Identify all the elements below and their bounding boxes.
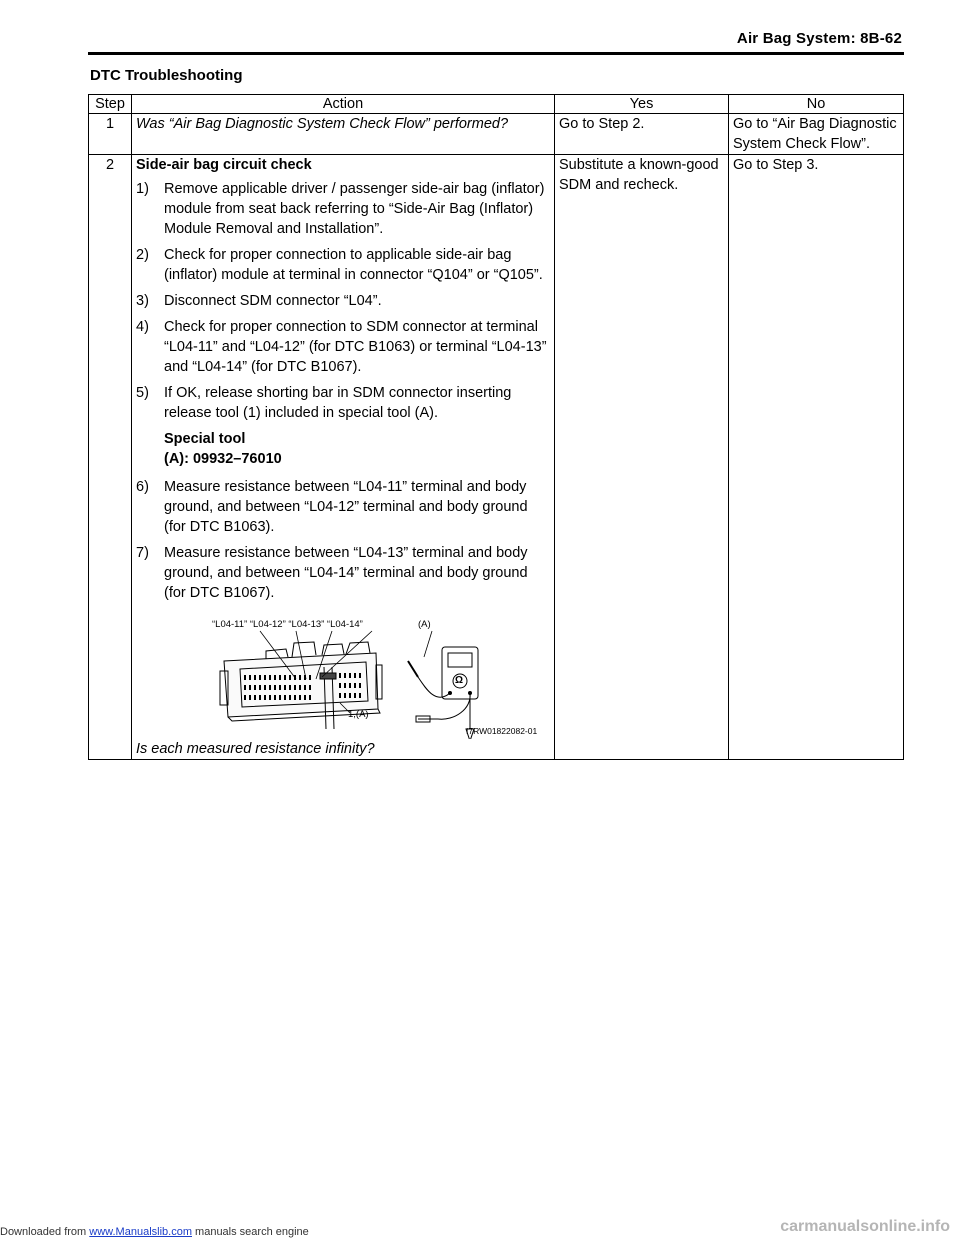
substep-text: Measure resistance between “L04-11” terminal and body ground, and between “L04-12” terminal and body ground (for DTC B1063). [164, 479, 528, 535]
substep-text: If OK, release shorting bar in SDM connector inserting release tool (1) included in special tool (A). [164, 385, 512, 421]
table-row [89, 114, 904, 155]
substep-list [136, 179, 550, 423]
header-no: No [729, 95, 904, 114]
row1-no: Go to “Air Bag Diagnostic System Check Flow”. [729, 114, 904, 155]
table-row [89, 155, 904, 760]
row2-action [132, 155, 555, 760]
dtc-table [88, 94, 904, 760]
header-step: Step [89, 95, 132, 114]
footer-prefix: Downloaded from [0, 1226, 90, 1238]
tool-a-label: (A) [418, 619, 431, 630]
substep-text: Remove applicable driver / passenger side-air bag (inflator) module from seat back referring to “Side-Air Bag (Inflator) Module Removal and Installation”. [164, 181, 545, 237]
row2-no: Go to Step 3. [729, 155, 904, 760]
substep-number: 2) [136, 247, 149, 263]
table-header-row [89, 95, 904, 114]
connector-diagram [136, 609, 546, 739]
substep-text: Measure resistance between “L04-13” terminal and body ground, and between “L04-14” terminal and body ground (for DTC B1067). [164, 545, 528, 601]
row2-step: 2 [89, 155, 132, 760]
ohm-icon: Ω [455, 675, 464, 686]
list-item [136, 245, 550, 285]
section-title: DTC Troubleshooting [90, 67, 243, 84]
footer-suffix: manuals search engine [191, 1226, 309, 1238]
list-item [136, 383, 550, 423]
row2-yes: Substitute a known-good SDM and recheck. [555, 155, 729, 760]
row1-yes: Go to Step 2. [555, 114, 729, 155]
list-item [136, 291, 550, 311]
page-header-title: Air Bag System: 8B-62 [736, 30, 902, 47]
substep-number: 6) [136, 479, 149, 495]
watermark: carmanualsonline.info [780, 1218, 950, 1235]
header-rule [88, 52, 904, 55]
list-item [136, 179, 550, 239]
terminal-labels: “L04-11” “L04-12” “L04-13” “L04-14” [212, 619, 363, 630]
list-item [136, 477, 550, 537]
header-yes: Yes [555, 95, 729, 114]
substep-text: Check for proper connection to SDM connector at terminal “L04-11” and “L04-12” (for DTC B1063) or terminal “L04-13” and “L04-14” (for DTC B1067). [164, 319, 547, 375]
list-item [136, 317, 550, 377]
footer-link[interactable]: www.Manualslib.com [89, 1226, 192, 1238]
figure-code-label: I7RW01822082-01 [466, 726, 538, 736]
row2-action-title: Side-air bag circuit check [136, 157, 312, 173]
list-item [136, 543, 550, 603]
release-tool-label: 1,(A) [348, 709, 369, 720]
header-action: Action [132, 95, 555, 114]
substep-number: 5) [136, 385, 149, 401]
special-tool-value: (A): 09932–76010 [164, 451, 282, 467]
substep-number: 4) [136, 319, 149, 335]
row2-question: Is each measured resistance infinity? [136, 741, 375, 757]
substep-number: 3) [136, 293, 149, 309]
substep-text: Check for proper connection to applicable side-air bag (inflator) module at terminal in connector “Q104” or “Q105”. [164, 247, 543, 283]
substep-list-2 [136, 477, 550, 603]
substep-number: 7) [136, 545, 149, 561]
row1-step: 1 [89, 114, 132, 155]
row1-action: Was “Air Bag Diagnostic System Check Flow” performed? [132, 114, 555, 155]
substep-text: Disconnect SDM connector “L04”. [164, 293, 382, 309]
special-tool-label: Special tool [164, 431, 246, 447]
substep-number: 1) [136, 181, 149, 197]
footer [0, 1226, 309, 1238]
special-tool-block [136, 429, 550, 469]
